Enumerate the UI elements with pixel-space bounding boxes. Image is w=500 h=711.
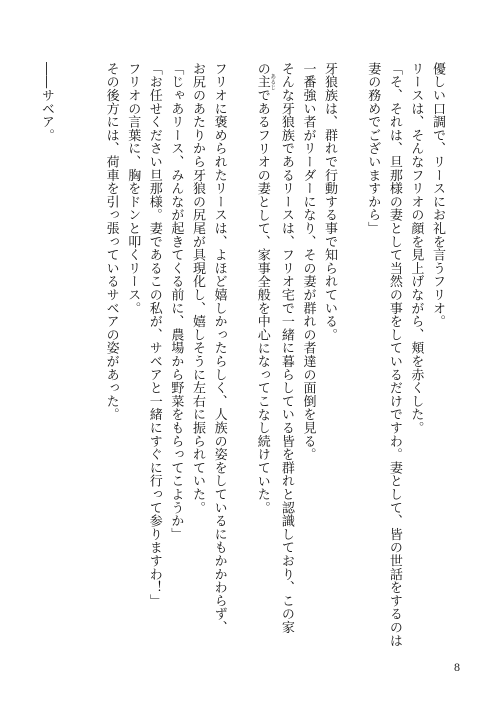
blank-line xyxy=(78,62,100,622)
text-line: そんな牙狼族であるリースは、フリオ宅で一緒に暮らしている皆を群れと認識しており、この家 xyxy=(278,62,294,634)
text-line: フリオの言葉に、胸をドンと叩くリース。 xyxy=(125,62,141,315)
text-line: 「そ、それは、旦那様の妻として当然の事をしているだけですわ。妻として、皆の世話をするのは xyxy=(386,62,402,648)
blank-line xyxy=(340,62,362,622)
text-segment: であるフリオの妻として、家事全般を中心になってこなし続けていた。 xyxy=(254,88,270,515)
text-line-with-ruby xyxy=(251,62,275,622)
blank-line xyxy=(230,62,252,622)
text-line: 「じゃあリース、みんなが起きてくる前に、農場から野菜をもらってこようか」 xyxy=(168,62,184,541)
text-line: ――サベア。 xyxy=(38,62,54,142)
ruby-reading: あるじ xyxy=(269,73,276,91)
text-line: フリオに褒められたリースは、よほど嬉しかったらしく、人族の姿をしているにもかかわらず、 xyxy=(211,62,227,634)
vertical-text-body xyxy=(35,62,448,648)
text-line: 一番強い者がリーダーになり、その妻が群れの者達の面倒を見る。 xyxy=(300,62,316,461)
text-line: 「お任せください旦那様。妻であるこの私が、サベアと一緒にすぐに行って参りますわ！」 xyxy=(146,62,162,608)
ruby-annotation xyxy=(254,73,276,91)
text-line: 牙狼族は、群れで行動する事で知られている。 xyxy=(322,62,338,342)
text-line: お尻のあたりから牙狼の尻尾が具現化し、嬉しそうに左右に振られていた。 xyxy=(189,62,205,515)
text-line: 優しい口調で、リースにお礼を言うフリオ。 xyxy=(430,62,445,328)
text-line: リースは、そんなフリオの顔を見上げながら、頬を赤くした。 xyxy=(408,62,424,435)
text-segment: の xyxy=(254,62,270,76)
text-line: 妻の務めでございますから」 xyxy=(365,62,381,235)
blank-line xyxy=(57,62,79,622)
ruby-base: 主 xyxy=(254,73,270,91)
text-line: その後方には、荷車を引っ張っているサベアの姿があった。 xyxy=(103,62,119,422)
page-number: 8 xyxy=(454,660,460,674)
